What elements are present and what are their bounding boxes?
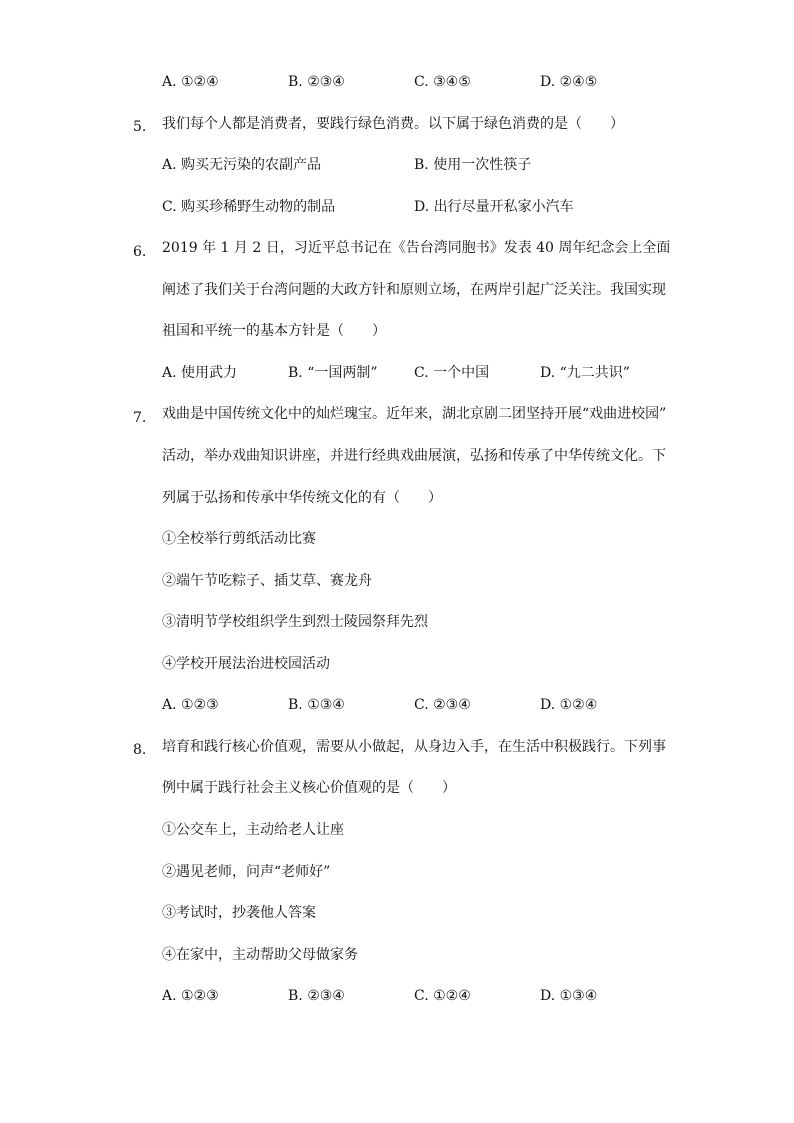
question-8-item-4: ④在家中，主动帮助父母做家务 <box>162 947 358 963</box>
option-d: D. 出行尽量开私家小汽车 <box>414 199 574 215</box>
question-5-stem: 我们每个人都是消费者，要践行绿色消费。以下属于绿色消费的是（ ） <box>162 116 624 132</box>
option-c: C. ③④⑤ <box>414 74 471 90</box>
question-7-item-2: ②端午节吃粽子、插艾草、赛龙舟 <box>162 573 372 589</box>
option-a: A. ①②④ <box>162 74 219 90</box>
question-7-item-4: ④学校开展法治进校园活动 <box>162 656 330 672</box>
option-b: B. ①③④ <box>288 697 345 713</box>
option-d: D. ①②④ <box>540 697 598 713</box>
question-6-stem-line-3: 祖国和平统一的基本方针是（ ） <box>162 323 386 339</box>
option-b: B. ②③④ <box>288 74 345 90</box>
question-8-number: 8. <box>133 742 147 758</box>
option-b: B. ②③④ <box>288 988 345 1004</box>
question-7-stem-line-2: 活动，举办戏曲知识讲座，并进行经典戏曲展演，弘扬和传承了中华传统文化。下 <box>162 448 666 464</box>
option-d: D. ②④⑤ <box>540 74 598 90</box>
option-c: C. ②③④ <box>414 697 471 713</box>
option-b: B. 使用一次性筷子 <box>414 157 532 173</box>
question-7-item-1: ①全校举行剪纸活动比赛 <box>162 531 316 547</box>
option-d: D. “九二共识” <box>540 365 630 381</box>
question-6-stem-line-1: 2019 年 1 月 2 日，习近平总书记在《告台湾同胞书》发表 40 周年纪念会上全面 <box>162 240 671 256</box>
option-a: A. ①②③ <box>162 988 219 1004</box>
question-7-options <box>162 695 662 715</box>
option-a: A. 使用武力 <box>162 365 238 381</box>
question-5-options-row-1 <box>162 155 662 175</box>
question-6-options <box>162 363 662 383</box>
option-b: B. “一国两制” <box>288 365 378 381</box>
question-8-item-1: ①公交车上，主动给老人让座 <box>162 822 344 838</box>
question-6-stem-line-2: 阐述了我们关于台湾问题的大政方针和原则立场，在两岸引起广泛关注。我国实现 <box>162 282 666 298</box>
question-8-item-3: ③考试时，抄袭他人答案 <box>162 905 316 921</box>
question-8-options <box>162 986 662 1006</box>
question-7-stem-line-3: 列属于弘扬和传承中华传统文化的有（ ） <box>162 490 442 506</box>
prev-question-options <box>162 72 662 92</box>
option-a: A. 购买无污染的农副产品 <box>162 157 322 173</box>
question-5-options-row-2 <box>162 197 662 217</box>
question-5-number: 5. <box>133 119 147 135</box>
option-c: C. 购买珍稀野生动物的制品 <box>162 199 336 215</box>
question-7-number: 7. <box>133 410 147 426</box>
option-c: C. ①②④ <box>414 988 471 1004</box>
question-8-item-2: ②遇见老师，问声“老师好” <box>162 864 331 880</box>
question-7-stem-line-1: 戏曲是中国传统文化中的灿烂瑰宝。近年来，湖北京剧二团坚持开展“戏曲进校园” <box>162 406 667 422</box>
question-8-stem-line-2: 例中属于践行社会主义核心价值观的是（ ） <box>162 780 456 796</box>
question-7-item-3: ③清明节学校组织学生到烈士陵园祭拜先烈 <box>162 614 428 630</box>
option-c: C. 一个中国 <box>414 365 490 381</box>
question-8-stem-line-1: 培育和践行核心价值观，需要从小做起，从身边入手，在生活中积极践行。下列事 <box>162 739 666 755</box>
option-a: A. ①②③ <box>162 697 219 713</box>
question-6-number: 6. <box>133 244 147 260</box>
option-d: D. ①③④ <box>540 988 598 1004</box>
